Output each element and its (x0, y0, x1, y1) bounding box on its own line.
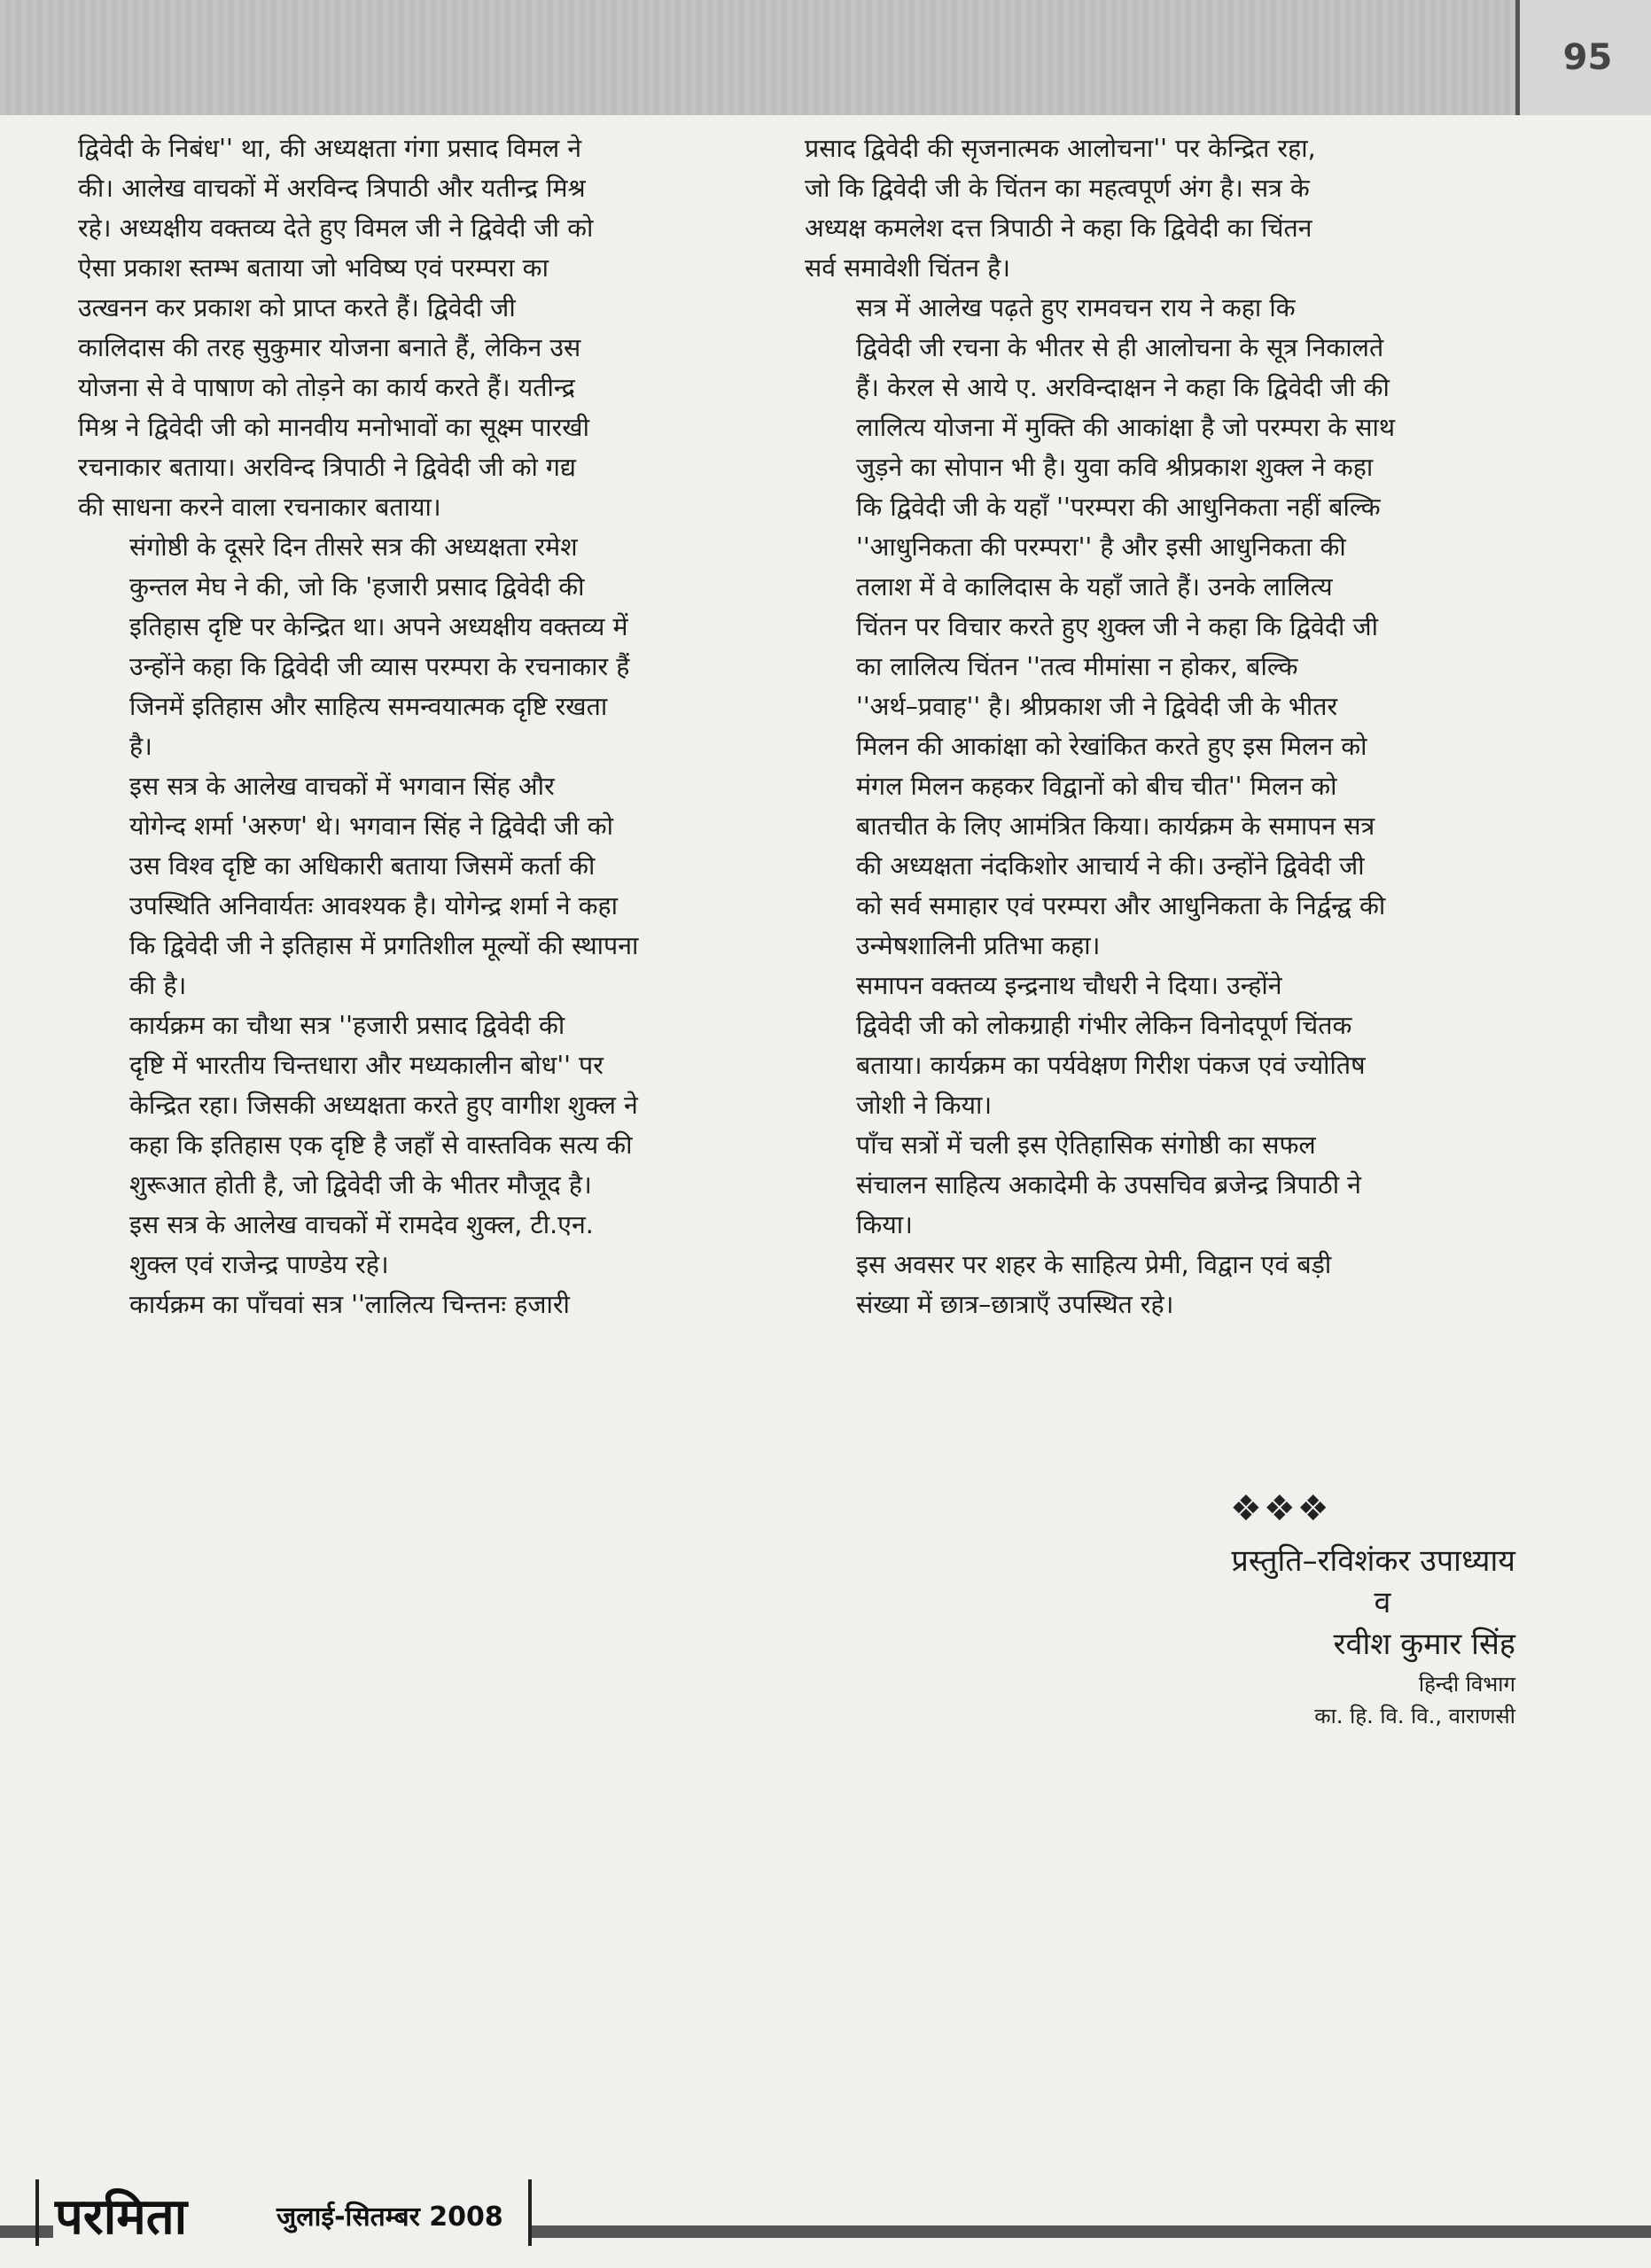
text-line: जिनमें इतिहास और साहित्य समन्वयात्मक दृष्टि रखता (129, 692, 608, 721)
text-line: केन्द्रित रहा। जिसकी अध्यक्षता करते हुए वागीश शुक्ल ने (129, 1091, 638, 1120)
text-line: दृष्टि में भारतीय चिन्तधारा और मध्यकालीन बोध'' पर (129, 1051, 604, 1080)
text-line: इस अवसर पर शहर के साहित्य प्रेमी, विद्वान एवं बड़ी (856, 1250, 1332, 1279)
text-line: उन्होंने कहा कि द्विवेदी जी व्यास परम्परा के रचनाकार हैं (129, 652, 630, 681)
paragraph (78, 1006, 765, 1205)
text-line: संगोष्ठी के दूसरे दिन तीसरे सत्र की अध्यक्षता रमेश (129, 532, 578, 562)
paragraph (78, 128, 765, 527)
text-line: समापन वक्तव्य इन्द्रनाथ चौधरी ने दिया। उन्होंने (856, 971, 1282, 1000)
text-line: मिश्र ने द्विवेदी जी को मानवीय मनोभावों का सूक्ष्म पारखी (78, 413, 589, 442)
text-line: कि द्विवेदी जी के यहाँ ''परम्परा की आधुनिकता नहीं बल्कि (856, 493, 1381, 522)
text-line: शुरूआत होती है, जो द्विवेदी जी के भीतर मौजूद है। (129, 1170, 592, 1200)
text-line: बातचीत के लिए आमंत्रित किया। कार्यक्रम के समापन सत्र (856, 812, 1375, 841)
paragraph (805, 1125, 1507, 1245)
text-line: जोशी ने किया। (856, 1091, 993, 1120)
text-line: उन्मेषशालिनी प्रतिभा कहा। (856, 931, 1101, 960)
text-line: है। (129, 732, 152, 761)
page-number-box (1515, 0, 1651, 115)
text-line: जो कि द्विवेदी जी के चिंतन का महत्वपूर्ण अंग है। सत्र के (805, 174, 1310, 203)
text-line: संख्या में छात्र–छात्राएँ उपस्थित रहे। (856, 1290, 1174, 1319)
page-number: 95 (1562, 37, 1613, 78)
text-line: मंगल मिलन कहकर विद्वानों को बीच चीत'' मिलन को (856, 772, 1337, 801)
footer-rule-left (0, 2225, 53, 2238)
header-band (0, 0, 1651, 115)
text-line: मिलन की आकांक्षा को रेखांकित करते हुए इस मिलन को (856, 732, 1367, 761)
text-line: उपस्थिति अनिवार्यतः आवश्यक है। योगेन्द्र शर्मा ने कहा (129, 891, 619, 920)
text-line: उत्खनन कर प्रकाश को प्राप्त करते हैं। द्विवेदी जी (78, 293, 516, 322)
text-line: बताया। कार्यक्रम का पर्यवेक्षण गिरीश पंकज एवं ज्योतिष (856, 1051, 1366, 1080)
text-line: सत्र में आलेख पढ़ते हुए रामवचन राय ने कहा कि (856, 293, 1296, 322)
paragraph (78, 527, 765, 766)
text-line: कार्यक्रम का चौथा सत्र ''हजारी प्रसाद द्विवेदी की (129, 1011, 565, 1040)
text-line: संचालन साहित्य अकादेमी के उपसचिव ब्रजेन्द्र त्रिपाठी ने (856, 1170, 1361, 1200)
text-line: पाँच सत्रों में चली इस ऐतिहासिक संगोष्ठी का सफल (856, 1130, 1316, 1160)
text-line: ''आधुनिकता की परम्परा'' है और इसी आधुनिकता की (856, 532, 1346, 562)
right-column (805, 128, 1507, 1324)
paragraph (78, 766, 765, 1006)
text-line: द्विवेदी जी को लोकग्राही गंभीर लेकिन विनोदपूर्ण चिंतक (856, 1011, 1352, 1040)
footer-tick-left (35, 2179, 39, 2246)
text-line: तलाश में वे कालिदास के यहाँ जाते हैं। उनके लालित्य (856, 572, 1333, 602)
text-line: कालिदास की तरह सुकुमार योजना बनाते हैं, लेकिन उस (78, 333, 581, 362)
text-line: लालित्य योजना में मुक्ति की आकांक्षा है जो परम्परा के साथ (856, 413, 1396, 442)
paragraph (805, 128, 1507, 288)
text-line: हैं। केरल से आये ए. अरविन्दाक्षन ने कहा कि द्विवेदी जी की (856, 373, 1390, 402)
footer-rule (532, 2225, 1651, 2238)
text-line: ऐसा प्रकाश स्तम्भ बताया जो भविष्य एवं परम्परा का (78, 253, 549, 283)
text-line: की अध्यक्षता नंदकिशोर आचार्य ने की। उन्होंने द्विवेदी जी (856, 851, 1365, 881)
text-line: सर्व समावेशी चिंतन है। (805, 253, 1011, 283)
text-line: रहे। अध्यक्षीय वक्तव्य देते हुए विमल जी ने द्विवेदी जी को (78, 214, 594, 243)
text-line: की है। (129, 971, 187, 1000)
paragraph (805, 288, 1507, 966)
institution: का. हि. वि. वि., वाराणसी (1314, 1704, 1515, 1728)
text-line: चिंतन पर विचार करते हुए शुक्ल जी ने कहा कि द्विवेदी जी (856, 612, 1378, 641)
department: हिन्दी विभाग (1418, 1672, 1515, 1697)
text-line: ''अर्थ–प्रवाह'' है। श्रीप्रकाश जी ने द्विवेदी जी के भीतर (856, 692, 1338, 721)
text-line: की। आलेख वाचकों में अरविन्द त्रिपाठी और यतीन्द्र मिश्र (78, 174, 586, 203)
text-line: को सर्व समाहार एवं परम्परा और आधुनिकता के निर्द्वन्द्व की (856, 891, 1386, 920)
credit-conjunction: व (1374, 1585, 1391, 1620)
text-line: कुन्तल मेघ ने की, जो कि 'हजारी प्रसाद द्विवेदी की (129, 572, 585, 602)
text-line: योजना से वे पाषाण को तोड़ने का कार्य करते हैं। यतीन्द्र (78, 373, 575, 402)
paragraph (805, 1245, 1507, 1324)
text-line: कार्यक्रम का पाँचवां सत्र ''लालित्य चिन्तनः हजारी (129, 1290, 570, 1319)
text-line: उस विश्व दृष्टि का अधिकारी बताया जिसमें कर्ता की (129, 851, 596, 881)
header-strip (0, 0, 1515, 115)
paragraph (805, 966, 1507, 1125)
text-line: द्विवेदी जी रचना के भीतर से ही आलोचना के सूत्र निकालते (856, 333, 1384, 362)
presenter-name: प्रस्तुति–रविशंकर उपाध्याय (1231, 1543, 1515, 1579)
journal-name: परमिता (55, 2188, 188, 2246)
text-line: रचनाकार बताया। अरविन्द त्रिपाठी ने द्विवेदी जी को गद्य (78, 453, 576, 482)
text-line: योगेन्द शर्मा 'अरुण' थे। भगवान सिंह ने द्विवेदी जी को (129, 812, 613, 841)
paragraph (78, 1285, 765, 1324)
text-line: शुक्ल एवं राजेन्द्र पाण्डेय रहे। (129, 1250, 389, 1279)
article-credits (1072, 1537, 1515, 1732)
text-line: इस सत्र के आलेख वाचकों में भगवान सिंह और (129, 772, 555, 801)
text-line: कि द्विवेदी जी ने इतिहास में प्रगतिशील मूल्यों की स्थापना (129, 931, 639, 960)
text-line: इस सत्र के आलेख वाचकों में रामदेव शुक्ल, टी.एन. (129, 1210, 594, 1239)
footer-tick-right (528, 2179, 532, 2246)
section-divider: ❖❖❖ (1230, 1488, 1331, 1529)
co-presenter-name: रवीश कुमार सिंह (1333, 1627, 1515, 1662)
paragraph (78, 1205, 765, 1285)
text-line: अध्यक्ष कमलेश दत्त त्रिपाठी ने कहा कि द्विवेदी का चिंतन (805, 214, 1312, 243)
text-line: इतिहास दृष्टि पर केन्द्रित था। अपने अध्यक्षीय वक्तव्य में (129, 612, 628, 641)
text-line: द्विवेदी के निबंध'' था, की अध्यक्षता गंगा प्रसाद विमल ने (78, 134, 582, 163)
text-line: जुड़ने का सोपान भी है। युवा कवि श्रीप्रकाश शुक्ल ने कहा (856, 453, 1374, 482)
text-line: कहा कि इतिहास एक दृष्टि है जहाँ से वास्तविक सत्य की (129, 1130, 633, 1160)
issue-date: जुलाई-सितम्बर 2008 (276, 2202, 503, 2233)
text-line: की साधना करने वाला रचनाकार बताया। (78, 493, 441, 522)
left-column (78, 128, 765, 1324)
text-line: प्रसाद द्विवेदी की सृजनात्मक आलोचना'' पर केन्द्रित रहा, (805, 134, 1316, 163)
text-line: किया। (856, 1210, 913, 1239)
text-line: का लालित्य चिंतन ''तत्व मीमांसा न होकर, बल्कि (856, 652, 1298, 681)
